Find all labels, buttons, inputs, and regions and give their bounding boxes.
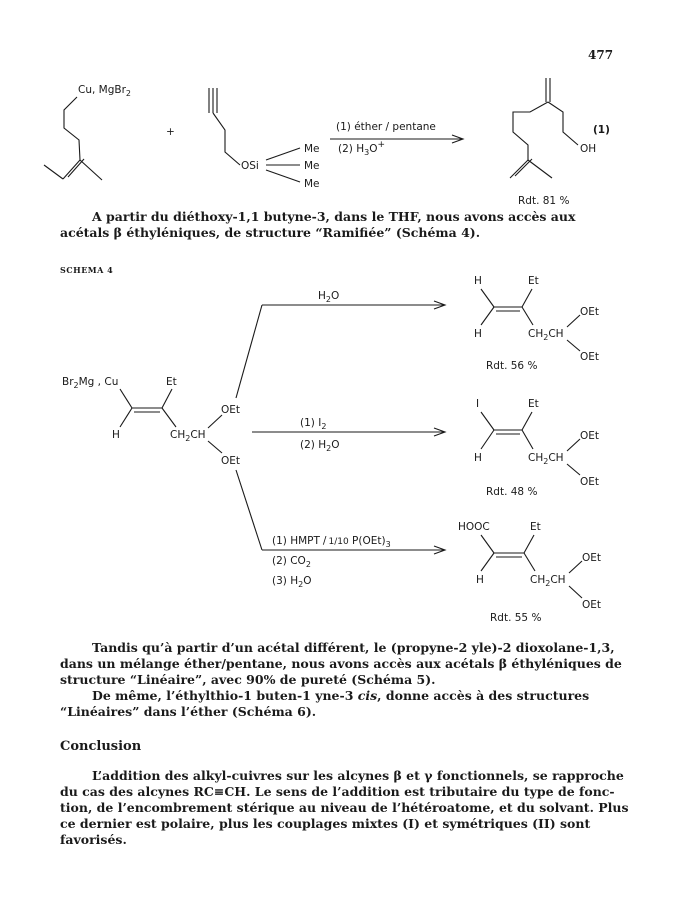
start-h-label: H (112, 429, 120, 441)
product-3-bond (569, 561, 582, 573)
product-1-h-top: H (474, 275, 482, 287)
start-bond-cu (120, 389, 132, 408)
product-2 (474, 398, 599, 498)
si-me-bond-3 (266, 170, 300, 182)
paragraph-line: structure “Linéaire”, avec 90% de pureté (Schéma 5). (60, 672, 436, 687)
text-run: De même, l’éthylthio-1 buten-1 yne-3 (92, 688, 358, 703)
osi-label: OSi (241, 160, 259, 172)
product-3-bond (481, 553, 494, 571)
product-2-oet-2: OEt (580, 476, 600, 488)
cu-mgbr-label: Cu, MgBr$_2$ (78, 84, 131, 98)
branch-upper (236, 305, 262, 398)
product-1-bond (567, 340, 580, 351)
text-run: , donne accès à des structures (377, 688, 590, 703)
product-1-bond (522, 289, 532, 307)
start-oet-1-label: OEt (221, 404, 241, 416)
product-1-oet-2: OEt (580, 351, 600, 363)
paragraph-line: favorisés. (60, 832, 127, 847)
product-1-bond (567, 315, 580, 327)
scheme-4-label: SCHEMA 4 (60, 265, 114, 275)
product-2-et: Et (528, 398, 539, 410)
conclusion-heading: Conclusion (60, 739, 142, 754)
product-1-bond (481, 289, 494, 307)
product-3-hooc: HOOC (458, 521, 490, 533)
middle-reagent-2-label: (2) $H_2O$ (300, 439, 340, 453)
branch-lower (236, 470, 262, 550)
product-3-et: Et (530, 521, 541, 533)
start-bond-oet2 (208, 441, 222, 453)
product-chain-left (513, 102, 548, 160)
product-2-bond (522, 412, 532, 430)
product-1-h: H (474, 328, 482, 340)
paragraph-intro (60, 209, 575, 241)
bottom-reagent-2-label: (2) $CO_2$ (272, 555, 311, 569)
paragraph-line: A partir du diéthoxy-1,1 butyne-3, dans le THF, nous avons accès aux (92, 209, 576, 224)
product-2-bond (567, 464, 580, 475)
reaction-1-scheme (0, 0, 680, 210)
paragraph-line: dans un mélange éther/pentane, nous avons accès aux acétals β éthyléniques de (60, 656, 622, 671)
cuprate-methyl-right (80, 160, 102, 180)
product-3-bond (569, 586, 582, 598)
start-et-label: Et (166, 376, 177, 388)
bottom-reagent-3-label: (3) $H_2O$ (272, 575, 312, 589)
product-tail-methyl (528, 160, 552, 178)
paragraph-line: acétals β éthyléniques, de structure “Ramifiée” (Schéma 4). (60, 225, 481, 240)
cuprate-chain (64, 97, 80, 160)
product-1 (474, 275, 599, 372)
cuprate-double-bond-a (63, 160, 80, 179)
product-tail-double-a (510, 160, 528, 178)
start-bond-h (120, 408, 132, 427)
product-2-bond (481, 430, 494, 449)
start-bond-ch2 (162, 408, 176, 427)
start-ch2ch-label: $CH_2CH$ (170, 429, 206, 443)
page-number: 477 (588, 48, 614, 62)
product-1-et: Et (528, 275, 539, 287)
product-3-ch2ch: $CH_2CH$ (530, 574, 566, 588)
product-1-yield: Rdt. 56 % (486, 360, 538, 372)
product-3 (458, 521, 601, 624)
oh-label: OH (580, 143, 597, 155)
start-brmg-label: $Br_2Mg$ , Cu (62, 376, 119, 390)
cuprate-methyl-left (44, 165, 63, 179)
middle-reagent-1-label: (1) $I_2$ (300, 417, 327, 431)
me-label-1: Me (304, 143, 320, 155)
product-2-bond (522, 430, 533, 449)
paragraph-ethylthio (60, 688, 589, 720)
italic-cis: cis (357, 688, 378, 703)
product-1-ch2ch: $CH_2CH$ (528, 328, 564, 342)
product-1-oet-1: OEt (580, 306, 600, 318)
paragraph-line: tion, de l’encombrement stérique au niveau de l’hétéroatome, et du solvant. Plus (60, 800, 629, 815)
scheme-4 (0, 265, 680, 635)
product-2-oet-1: OEt (580, 430, 600, 442)
reaction1-yield: Rdt. 81 % (518, 195, 570, 207)
paragraph-line (60, 688, 589, 704)
paragraph-line: ce dernier est polaire, plus les couplages mixtes (I) et symétriques (II) sont (60, 816, 591, 831)
product-3-bond (481, 535, 494, 553)
product-2-bond (567, 439, 580, 451)
paragraph-line: “Linéaires” dans l’éther (Schéma 6). (60, 704, 317, 719)
product-2-bond (481, 412, 494, 430)
start-bond-et (162, 389, 172, 408)
product-chain-right (548, 102, 578, 145)
si-me-bond-1 (266, 148, 300, 160)
paragraph-line: L’addition des alkyl-cuivres sur les alcynes β et γ fonctionnels, se rapproche (92, 768, 624, 783)
start-oet-2-label: OEt (221, 455, 241, 467)
product-3-oet-1: OEt (582, 552, 602, 564)
product-1-bond (522, 307, 533, 325)
top-reagent-label: $H_2O$ (318, 290, 340, 304)
product-3-h: H (476, 574, 484, 586)
reaction1-condition-2: (2) $H_3O+$ (338, 140, 386, 157)
plus-sign: + (166, 126, 175, 138)
product-2-i-top: I (476, 398, 480, 410)
paragraph-line: du cas des alcynes RC≡CH. Le sens de l’addition est tributaire du type de fonc- (60, 784, 615, 799)
product-3-bond (524, 553, 535, 571)
product-2-ch2ch: $CH_2CH$ (528, 452, 564, 466)
bottom-reagent-1-label: (1) HMPT / 1/10 $P(OEt)_3$ (272, 535, 391, 549)
product-3-bond (524, 535, 534, 553)
paragraph-linear (60, 640, 622, 688)
product-2-yield: Rdt. 48 % (486, 486, 538, 498)
silyl-chain (213, 113, 240, 165)
paragraph-conclusion (60, 768, 629, 848)
product-2-h: H (474, 452, 482, 464)
me-label-2: Me (304, 160, 320, 172)
product-3-oet-2: OEt (582, 599, 602, 611)
me-label-3: Me (304, 178, 320, 190)
equation-number: (1) (593, 124, 610, 136)
paragraph-line: Tandis qu’à partir d’un acétal différent, le (propyne-2 yle)-2 dioxolane-1,3, (92, 640, 615, 655)
reaction1-condition-1: (1) éther / pentane (336, 121, 436, 133)
product-1-bond (481, 307, 494, 325)
product-3-yield: Rdt. 55 % (490, 612, 542, 624)
start-bond-oet1 (208, 415, 222, 428)
